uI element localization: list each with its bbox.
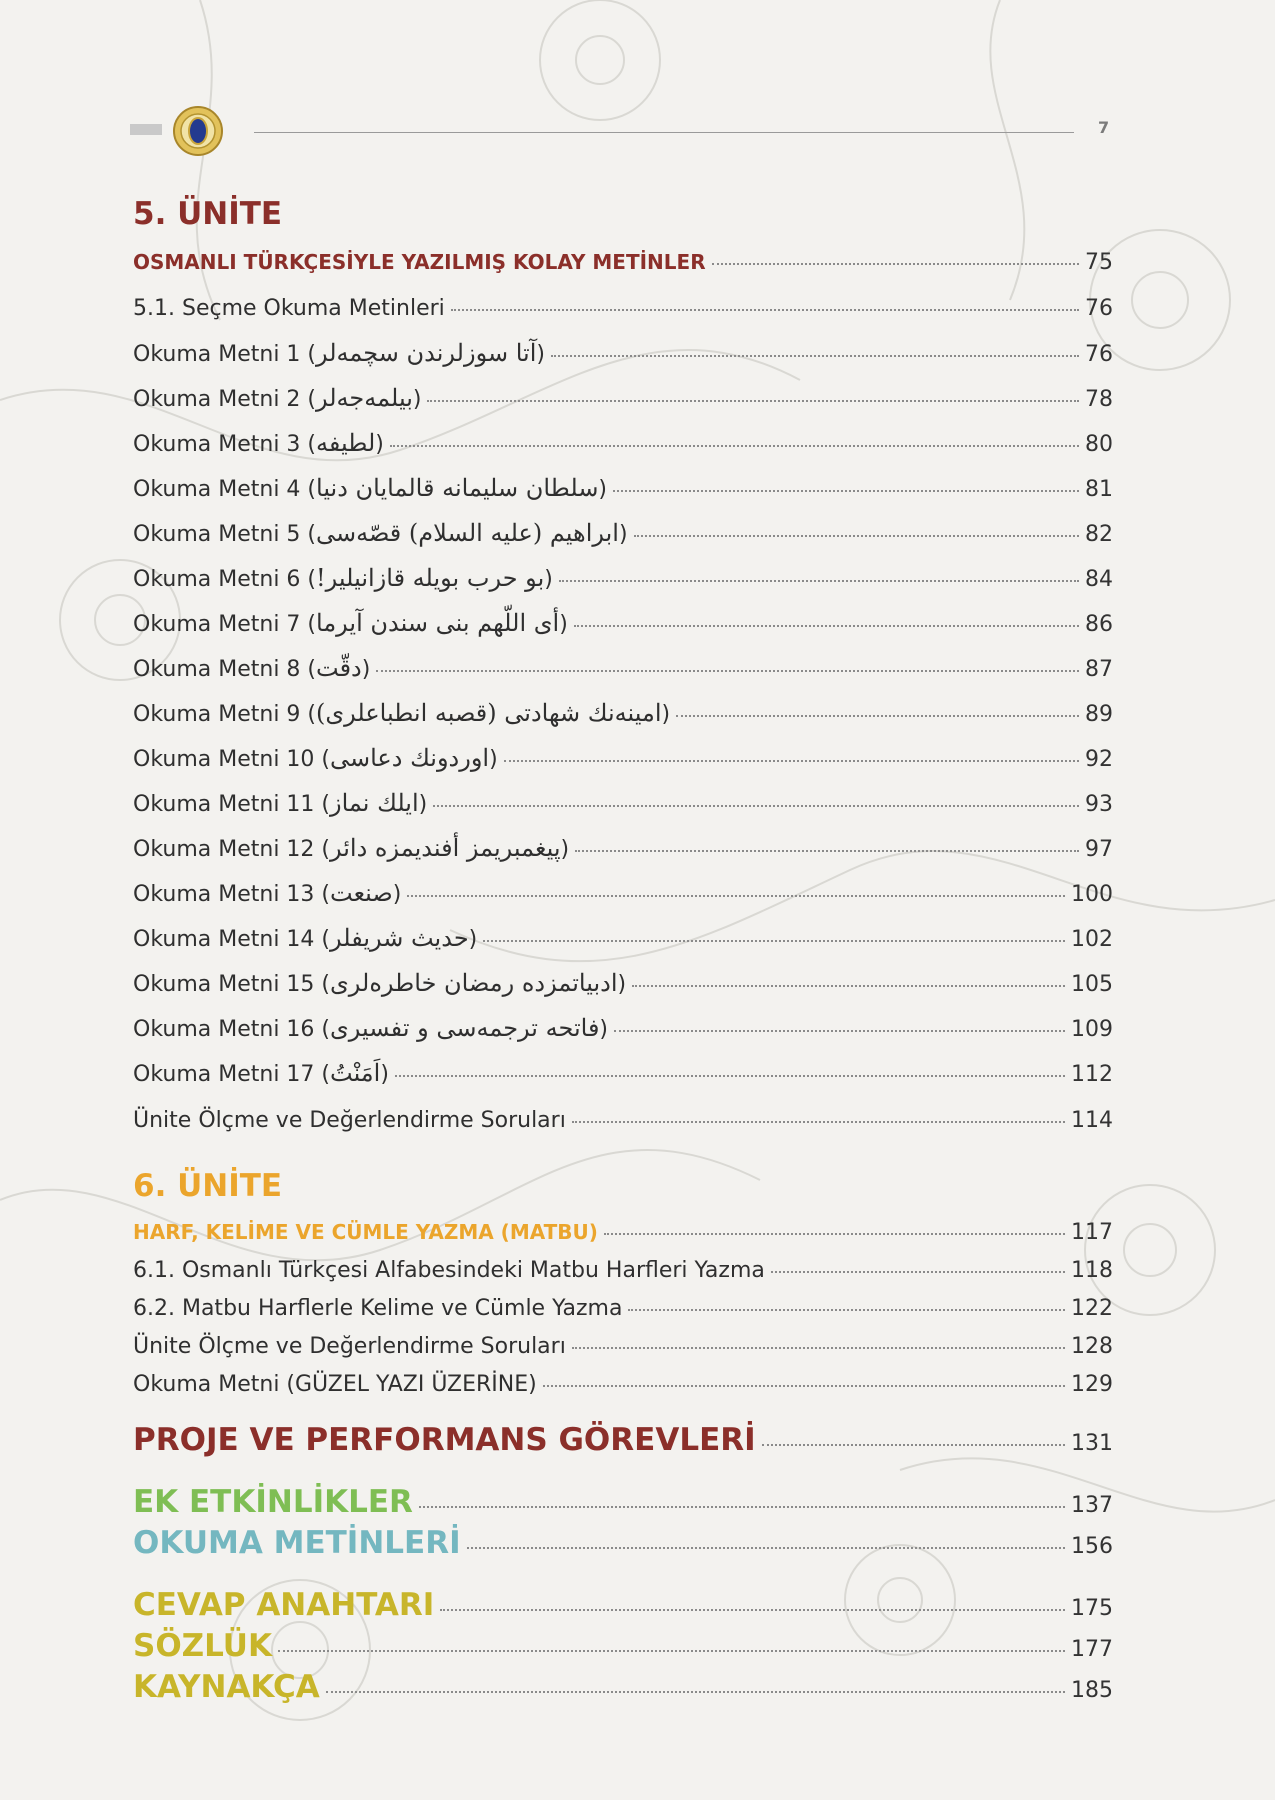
dot-leader [427, 400, 1079, 402]
toc-entry[interactable]: Okuma Metni 7 (أی اللّهم بنی سندن آیرما) 86 [133, 609, 1113, 637]
dot-leader [628, 1309, 1065, 1311]
toc-entry[interactable]: 6.1. Osmanlı Türkçesi Alfabesindeki Matbu Harfleri Yazma 118 [133, 1258, 1113, 1283]
dot-leader [572, 1347, 1065, 1349]
dot-leader [451, 309, 1079, 311]
dot-leader [575, 850, 1079, 852]
dot-leader [326, 1691, 1065, 1693]
page-number: 7 [1098, 118, 1110, 137]
dot-leader [419, 1506, 1065, 1508]
unit-6-title: 6. ÜNİTE [133, 1168, 283, 1204]
toc-entry[interactable]: 5.1. Seçme Okuma Metinleri 76 [133, 296, 1113, 321]
toc-entry[interactable]: Okuma Metni 8 (دقّت) 87 [133, 654, 1113, 682]
dot-leader [543, 1385, 1065, 1387]
dot-leader [771, 1271, 1065, 1273]
toc-entry[interactable]: Okuma Metni 12 (پیغمبریمز أفندیمزه دائر) 97 [133, 834, 1113, 862]
toc-entry[interactable]: Okuma Metni 16 (فاتحه ترجمه‌سی و تفسیری) 109 [133, 1014, 1113, 1042]
toc-entry[interactable]: Ünite Ölçme ve Değerlendirme Soruları 128 [133, 1334, 1113, 1359]
dot-leader [559, 580, 1079, 582]
toc-entry[interactable]: Okuma Metni 11 (ایلك نماز) 93 [133, 789, 1113, 817]
toc-entry[interactable]: Okuma Metni 14 (حدیث شریفلر) 102 [133, 924, 1113, 952]
unit-5-title: 5. ÜNİTE [133, 196, 283, 232]
dot-leader [407, 895, 1065, 897]
dot-leader [467, 1547, 1065, 1549]
toc-okuma-metinleri[interactable]: OKUMA METİNLERİ 156 [133, 1525, 1113, 1561]
toc-proje[interactable]: PROJE VE PERFORMANS GÖREVLERİ 131 [133, 1422, 1113, 1458]
toc-entry[interactable]: Okuma Metni 10 (اوردونك دعاسی) 92 [133, 744, 1113, 772]
dot-leader [712, 263, 1079, 265]
toc-entry[interactable]: Okuma Metni 13 (صنعت) 100 [133, 879, 1113, 907]
dot-leader [551, 355, 1079, 357]
dot-leader [278, 1650, 1065, 1652]
dot-leader [574, 625, 1079, 627]
toc-ek-etkinlikler[interactable]: EK ETKİNLİKLER 137 [133, 1484, 1113, 1520]
toc-entry[interactable]: Okuma Metni 9 (امینه‌نك شهادتی (قصبه انطباعلری)) 89 [133, 699, 1113, 727]
dot-leader [634, 535, 1079, 537]
toc-entry[interactable]: Okuma Metni 17 (اَمَنْتُ) 112 [133, 1059, 1113, 1087]
dot-leader [572, 1121, 1065, 1123]
toc-entry[interactable]: Okuma Metni 2 (بیلمه‌جه‌لر) 78 [133, 384, 1113, 412]
dot-leader [613, 490, 1079, 492]
ornament-icon [172, 105, 224, 157]
unit-6-subtitle[interactable]: HARF, KELİME VE CÜMLE YAZMA (MATBU) 117 [133, 1220, 1113, 1245]
toc-entry[interactable]: 6.2. Matbu Harflerle Kelime ve Cümle Yazma 122 [133, 1296, 1113, 1321]
toc-cevap-anahtari[interactable]: CEVAP ANAHTARI 175 [133, 1587, 1113, 1623]
toc-entry[interactable]: Okuma Metni (GÜZEL YAZI ÜZERİNE) 129 [133, 1372, 1113, 1397]
dot-leader [762, 1444, 1065, 1446]
toc-entry[interactable]: Ünite Ölçme ve Değerlendirme Soruları 114 [133, 1108, 1113, 1133]
dot-leader [395, 1075, 1065, 1077]
toc-entry[interactable]: Okuma Metni 3 (لطیفه) 80 [133, 429, 1113, 457]
dot-leader [504, 760, 1079, 762]
dot-leader [433, 805, 1079, 807]
toc-entry[interactable]: Okuma Metni 1 (آتا سوزلرندن سچمه‌لر) 76 [133, 339, 1113, 367]
dot-leader [376, 670, 1079, 672]
dot-leader [632, 985, 1065, 987]
dot-leader [440, 1609, 1065, 1611]
header-tab [130, 124, 162, 135]
unit-5-subtitle[interactable]: OSMANLI TÜRKÇESİYLE YAZILMIŞ KOLAY METİNLER 75 [133, 250, 1113, 275]
dot-leader [390, 445, 1079, 447]
toc-entry[interactable]: Okuma Metni 15 (ادبیاتمزده رمضان خاطره‌لری) 105 [133, 969, 1113, 997]
toc-entry[interactable]: Okuma Metni 4 (سلطان سلیمانه قالمایان دنیا) 81 [133, 474, 1113, 502]
page-header [130, 105, 1115, 155]
toc-entry[interactable]: Okuma Metni 5 (ابراهیم (علیه السلام) قصّه‌سی) 82 [133, 519, 1113, 547]
toc-entry[interactable]: Okuma Metni 6 (بو حرب بویله قازانیلیر!) 84 [133, 564, 1113, 592]
header-rule [254, 132, 1074, 133]
dot-leader [604, 1233, 1065, 1235]
dot-leader [614, 1030, 1065, 1032]
toc-kaynakca[interactable]: KAYNAKÇA 185 [133, 1669, 1113, 1705]
dot-leader [483, 940, 1065, 942]
dot-leader [676, 715, 1079, 717]
toc-sozluk[interactable]: SÖZLÜK 177 [133, 1628, 1113, 1664]
